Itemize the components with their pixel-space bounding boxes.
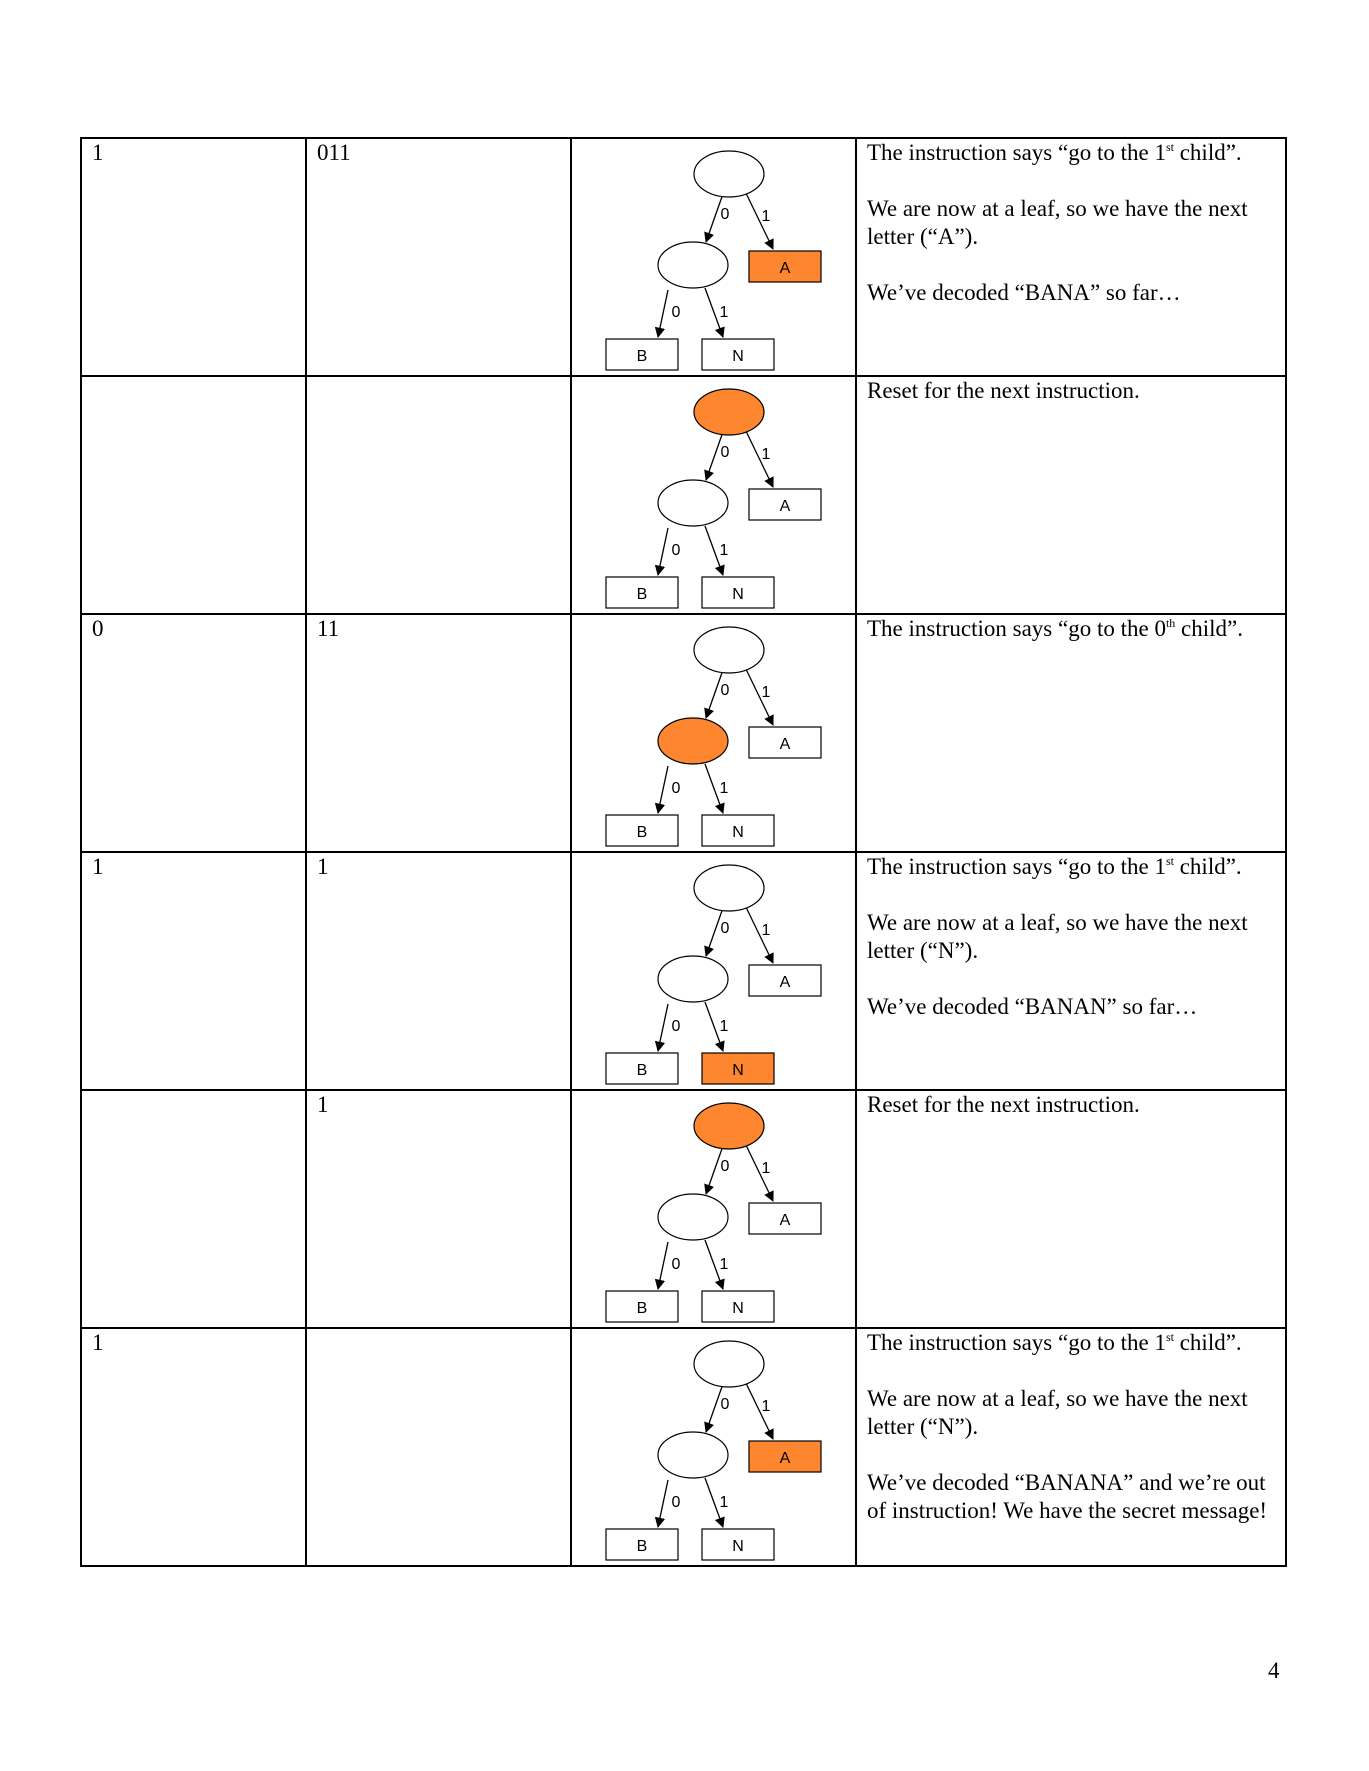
explanation-text: Reset for the next instruction. bbox=[867, 378, 1140, 403]
edge-inner-to-leaf-b bbox=[658, 1004, 668, 1051]
explanation-text-end: child”. bbox=[1173, 854, 1242, 879]
explanation-cell bbox=[856, 852, 1286, 1090]
edge-root-to-leaf-a-label: 1 bbox=[761, 1160, 771, 1177]
inner-node bbox=[658, 718, 728, 764]
leaf-b-label: B bbox=[636, 824, 648, 841]
leaf-b-label: B bbox=[636, 348, 648, 365]
huffman-tree-diagram bbox=[572, 139, 857, 377]
inner-node bbox=[658, 956, 728, 1002]
explanation-paragraph bbox=[867, 1385, 1277, 1441]
edge-inner-to-leaf-n-label: 1 bbox=[719, 780, 729, 797]
leaf-n-label: N bbox=[732, 348, 744, 365]
edge-root-to-inner-label: 0 bbox=[720, 682, 730, 699]
decode-steps-body bbox=[81, 138, 1286, 1566]
explanation-paragraph bbox=[867, 1329, 1277, 1357]
remaining-bits-cell bbox=[306, 1328, 571, 1566]
edge-root-to-leaf-a-label: 1 bbox=[761, 446, 771, 463]
edge-inner-to-leaf-b-label: 0 bbox=[671, 1494, 681, 1511]
explanation-text: We are now at a leaf, so we have the next letter (“N”). bbox=[867, 910, 1248, 963]
explanation-text: We’ve decoded “BANAN” so far… bbox=[867, 994, 1198, 1019]
leaf-a-label: A bbox=[779, 260, 791, 277]
leaf-n-label: N bbox=[732, 1062, 744, 1079]
edge-root-to-inner-label: 0 bbox=[720, 444, 730, 461]
explanation-paragraph bbox=[867, 1091, 1277, 1119]
inner-node bbox=[658, 242, 728, 288]
decode-step-row bbox=[81, 614, 1286, 852]
edge-inner-to-leaf-b-label: 0 bbox=[671, 542, 681, 559]
remaining-bits-cell bbox=[306, 376, 571, 614]
root-node bbox=[694, 151, 764, 197]
leaf-a-label: A bbox=[779, 1212, 791, 1229]
leaf-n-label: N bbox=[732, 586, 744, 603]
edge-inner-to-leaf-b bbox=[658, 1242, 668, 1289]
edge-inner-to-leaf-b-label: 0 bbox=[671, 1018, 681, 1035]
edge-inner-to-leaf-b bbox=[658, 766, 668, 813]
explanation-paragraph bbox=[867, 139, 1277, 167]
explanation-paragraph bbox=[867, 279, 1277, 307]
decode-step-row bbox=[81, 1090, 1286, 1328]
edge-root-to-leaf-a-label: 1 bbox=[761, 208, 771, 225]
explanation-paragraph bbox=[867, 853, 1277, 881]
current-bit-cell: 1 bbox=[81, 138, 306, 376]
explanation-text: We’ve decoded “BANANA” and we’re out of instruction! We have the secret message! bbox=[867, 1470, 1268, 1523]
leaf-n-label: N bbox=[732, 824, 744, 841]
huffman-tree-diagram bbox=[572, 1091, 857, 1329]
huffman-tree-diagram bbox=[572, 377, 857, 615]
explanation-paragraph bbox=[867, 195, 1277, 251]
tree-cell bbox=[571, 852, 856, 1090]
edge-root-to-inner-label: 0 bbox=[720, 920, 730, 937]
root-node bbox=[694, 627, 764, 673]
explanation-cell bbox=[856, 138, 1286, 376]
decode-step-row bbox=[81, 1328, 1286, 1566]
leaf-b-label: B bbox=[636, 586, 648, 603]
ordinal-suffix: st bbox=[1165, 1330, 1174, 1344]
edge-inner-to-leaf-b bbox=[658, 290, 668, 337]
current-bit-cell bbox=[81, 1090, 306, 1328]
decode-step-row bbox=[81, 138, 1286, 376]
explanation-text-end: child”. bbox=[1175, 616, 1243, 641]
explanation-text: Reset for the next instruction. bbox=[867, 1092, 1140, 1117]
edge-inner-to-leaf-n-label: 1 bbox=[719, 1256, 729, 1273]
current-bit-cell: 1 bbox=[81, 1328, 306, 1566]
edge-inner-to-leaf-n-label: 1 bbox=[719, 542, 729, 559]
explanation-paragraph bbox=[867, 377, 1277, 405]
ordinal-suffix: th bbox=[1165, 616, 1176, 630]
edge-inner-to-leaf-b bbox=[658, 528, 668, 575]
inner-node bbox=[658, 1432, 728, 1478]
edge-inner-to-leaf-n-label: 1 bbox=[719, 304, 729, 321]
edge-root-to-inner-label: 0 bbox=[720, 206, 730, 223]
edge-inner-to-leaf-n-label: 1 bbox=[719, 1018, 729, 1035]
edge-inner-to-leaf-n-label: 1 bbox=[719, 1494, 729, 1511]
tree-cell bbox=[571, 1328, 856, 1566]
ordinal-suffix: st bbox=[1165, 854, 1174, 868]
explanation-text-end: child”. bbox=[1173, 1330, 1242, 1355]
edge-root-to-leaf-a-label: 1 bbox=[761, 1398, 771, 1415]
explanation-paragraph bbox=[867, 909, 1277, 965]
edge-inner-to-leaf-b-label: 0 bbox=[671, 780, 681, 797]
root-node bbox=[694, 389, 764, 435]
explanation-cell bbox=[856, 376, 1286, 614]
leaf-a-label: A bbox=[779, 498, 791, 515]
explanation-text-end: child”. bbox=[1173, 140, 1242, 165]
current-bit-cell: 1 bbox=[81, 852, 306, 1090]
edge-inner-to-leaf-b bbox=[658, 1480, 668, 1527]
explanation-text: The instruction says “go to the 0 bbox=[867, 616, 1166, 641]
explanation-text: We’ve decoded “BANA” so far… bbox=[867, 280, 1181, 305]
leaf-a-label: A bbox=[779, 736, 791, 753]
tree-cell bbox=[571, 614, 856, 852]
inner-node bbox=[658, 480, 728, 526]
explanation-text: The instruction says “go to the 1 bbox=[867, 140, 1166, 165]
decode-step-row bbox=[81, 852, 1286, 1090]
explanation-text: We are now at a leaf, so we have the next letter (“N”). bbox=[867, 1386, 1248, 1439]
explanation-paragraph bbox=[867, 993, 1277, 1021]
page-number: 4 bbox=[1268, 1658, 1280, 1683]
current-bit-cell bbox=[81, 376, 306, 614]
decode-steps-table bbox=[80, 137, 1287, 1567]
leaf-b-label: B bbox=[636, 1300, 648, 1317]
tree-cell bbox=[571, 138, 856, 376]
decode-step-row bbox=[81, 376, 1286, 614]
explanation-cell bbox=[856, 614, 1286, 852]
tree-cell bbox=[571, 376, 856, 614]
explanation-cell bbox=[856, 1090, 1286, 1328]
edge-inner-to-leaf-b-label: 0 bbox=[671, 304, 681, 321]
remaining-bits-cell: 1 bbox=[306, 852, 571, 1090]
explanation-text: We are now at a leaf, so we have the next letter (“A”). bbox=[867, 196, 1248, 249]
huffman-tree-diagram bbox=[572, 853, 857, 1091]
leaf-b-label: B bbox=[636, 1538, 648, 1555]
leaf-a-label: A bbox=[779, 974, 791, 991]
explanation-paragraph bbox=[867, 615, 1277, 643]
explanation-paragraph bbox=[867, 1469, 1277, 1525]
edge-inner-to-leaf-b-label: 0 bbox=[671, 1256, 681, 1273]
leaf-n-label: N bbox=[732, 1300, 744, 1317]
explanation-text: The instruction says “go to the 1 bbox=[867, 1330, 1166, 1355]
huffman-tree-diagram bbox=[572, 1329, 857, 1567]
edge-root-to-leaf-a-label: 1 bbox=[761, 684, 771, 701]
current-bit-cell: 0 bbox=[81, 614, 306, 852]
leaf-a-label: A bbox=[779, 1450, 791, 1467]
huffman-tree-diagram bbox=[572, 615, 857, 853]
remaining-bits-cell: 11 bbox=[306, 614, 571, 852]
ordinal-suffix: st bbox=[1165, 140, 1174, 154]
explanation-text: The instruction says “go to the 1 bbox=[867, 854, 1166, 879]
explanation-cell bbox=[856, 1328, 1286, 1566]
leaf-n-label: N bbox=[732, 1538, 744, 1555]
edge-root-to-leaf-a-label: 1 bbox=[761, 922, 771, 939]
root-node bbox=[694, 1103, 764, 1149]
remaining-bits-cell: 1 bbox=[306, 1090, 571, 1328]
leaf-b-label: B bbox=[636, 1062, 648, 1079]
edge-root-to-inner-label: 0 bbox=[720, 1396, 730, 1413]
remaining-bits-cell: 011 bbox=[306, 138, 571, 376]
tree-cell bbox=[571, 1090, 856, 1328]
root-node bbox=[694, 1341, 764, 1387]
inner-node bbox=[658, 1194, 728, 1240]
edge-root-to-inner-label: 0 bbox=[720, 1158, 730, 1175]
root-node bbox=[694, 865, 764, 911]
